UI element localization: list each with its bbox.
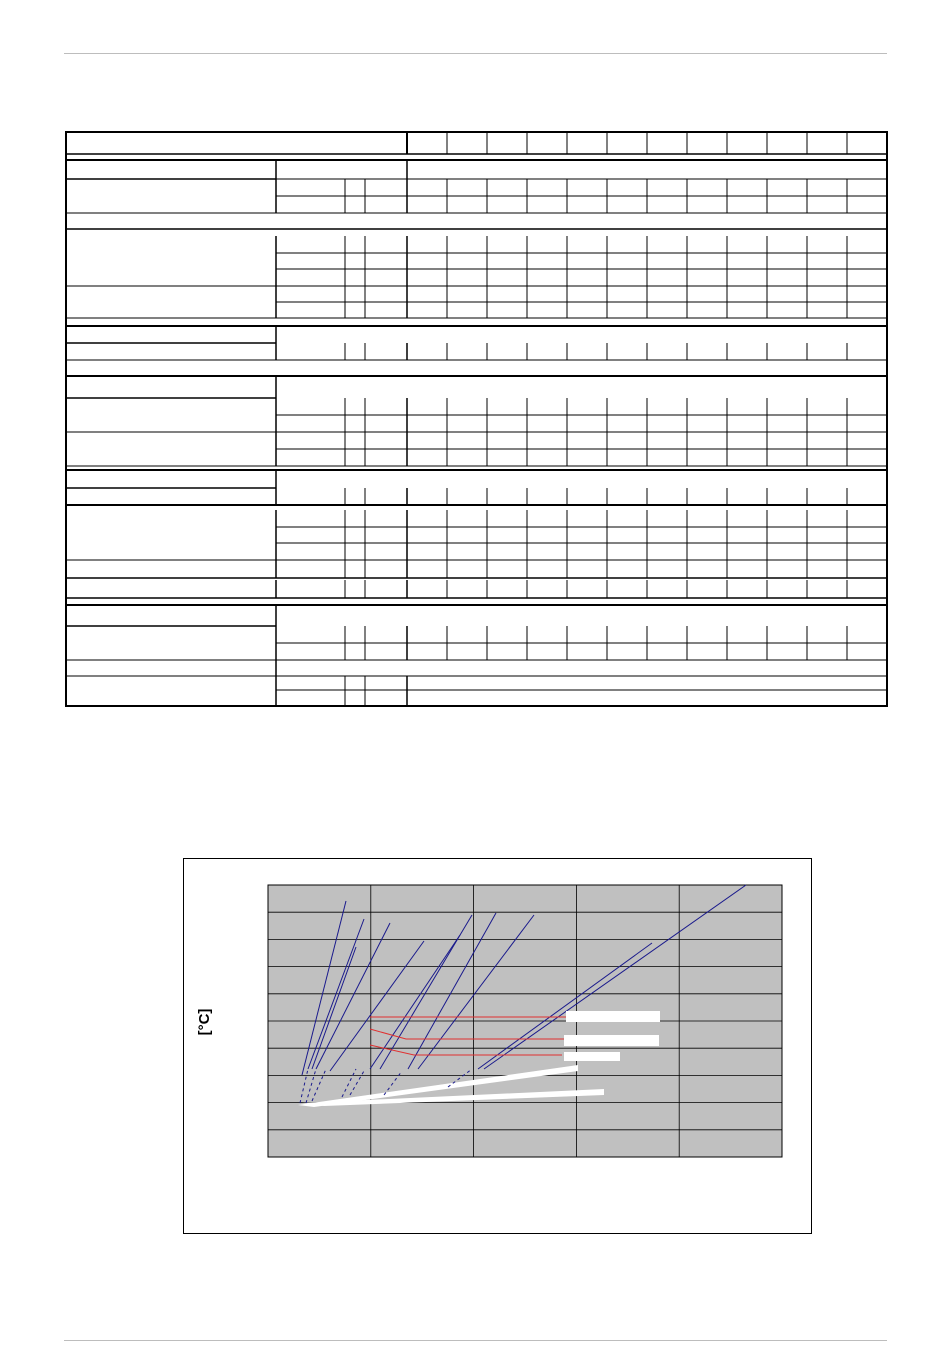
series-label-box <box>564 1035 659 1046</box>
series-label-box <box>564 1052 620 1061</box>
table-border <box>66 132 887 706</box>
chart-frame <box>183 858 812 1234</box>
temperature-chart <box>184 859 813 1235</box>
bottom-rule <box>64 1340 887 1341</box>
chart-y-axis-label: [°C] <box>196 1008 213 1036</box>
series-label-box <box>566 1011 660 1022</box>
